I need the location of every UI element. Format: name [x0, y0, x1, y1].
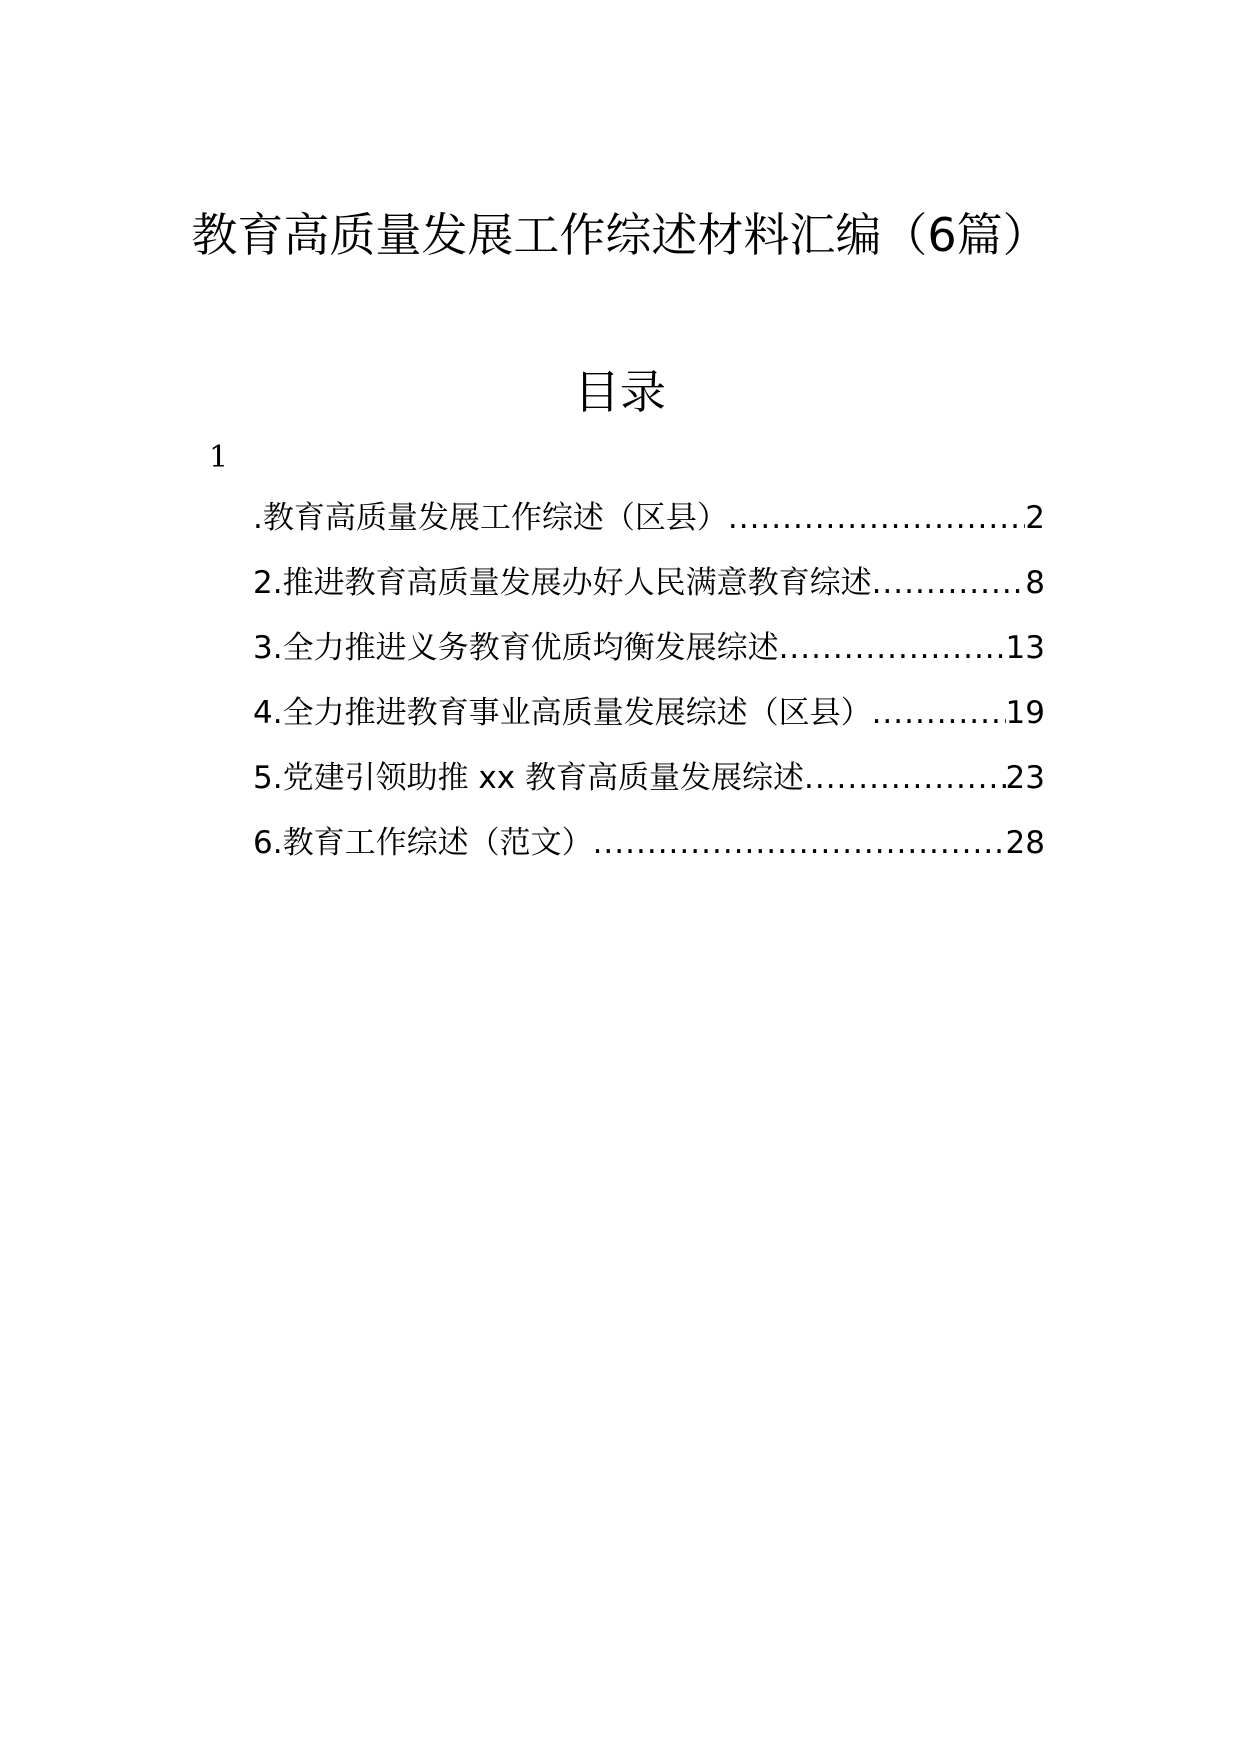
toc-dot-leader: [872, 560, 1026, 606]
toc-page-number: 13: [1005, 630, 1045, 666]
toc-page-number: 2: [1025, 500, 1045, 536]
toc-page-number: 23: [1005, 760, 1045, 796]
toc-dot-leader: [728, 495, 1025, 541]
toc-dot-leader: [872, 690, 1006, 736]
toc-entry-1[interactable]: [253, 495, 1045, 560]
toc-entry-title: 3.全力推进义务教育优质均衡发展综述: [253, 630, 779, 666]
toc-entry-6[interactable]: [253, 820, 1045, 885]
document-title: 教育高质量发展工作综述材料汇编（6篇）: [191, 208, 1049, 262]
toc-entry-5[interactable]: [253, 755, 1045, 820]
toc-dot-leader: [593, 820, 1006, 866]
toc-entry-3[interactable]: [253, 625, 1045, 690]
toc-entry-title: 6.教育工作综述（范文）: [253, 825, 593, 861]
toc-dot-leader: [779, 625, 1006, 671]
toc-page-number: 28: [1005, 825, 1045, 861]
toc-entry-title: 2.推进教育高质量发展办好人民满意教育综述: [253, 565, 872, 601]
toc-heading: 目录: [574, 365, 666, 419]
toc-page-number: 8: [1025, 565, 1045, 601]
toc-entry-title: 4.全力推进教育事业高质量发展综述（区县）: [253, 695, 872, 731]
toc-page-number: 19: [1005, 695, 1045, 731]
toc-dot-leader: [804, 755, 1006, 801]
toc-entry-title: .教育高质量发展工作综述（区县）: [253, 500, 728, 536]
toc-entry-2[interactable]: [253, 560, 1045, 625]
toc-entry-4[interactable]: [253, 690, 1045, 755]
stray-number: 1: [209, 440, 229, 475]
toc-entry-title: 5.党建引领助推 xx 教育高质量发展综述: [253, 760, 804, 796]
table-of-contents: [253, 495, 1045, 885]
